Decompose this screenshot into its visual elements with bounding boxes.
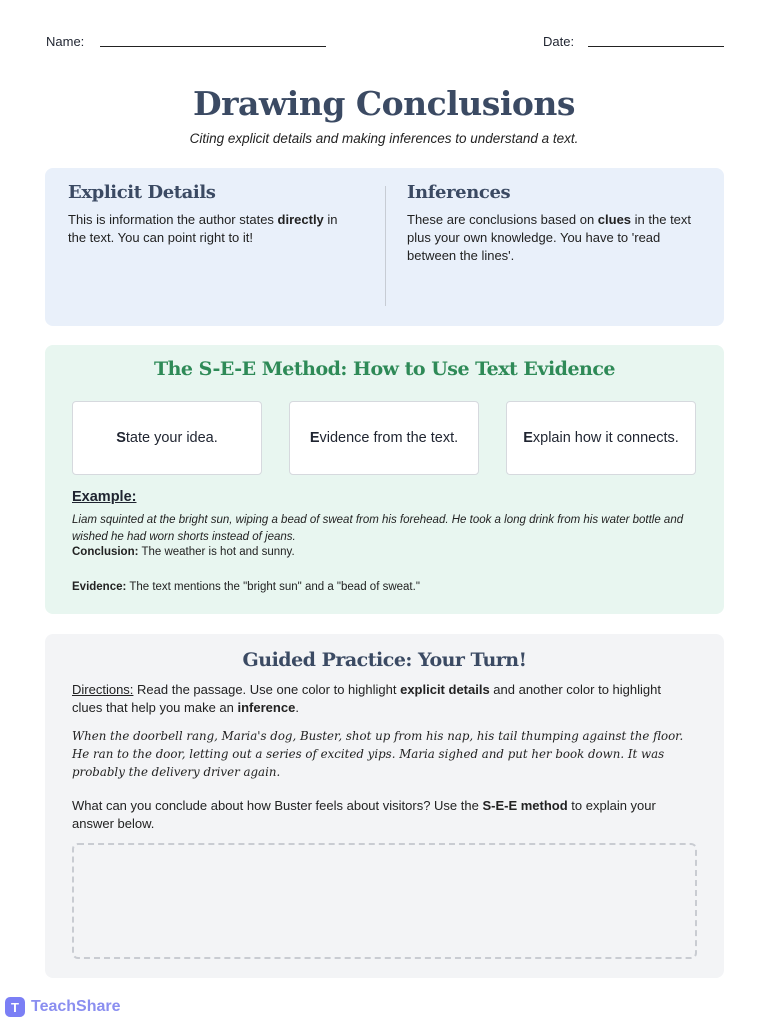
practice-question: What can you conclude about how Buster feels about visitors? Use the S-E-E method to explain your answer below.	[72, 798, 656, 831]
example-passage: Liam squinted at the bright sun, wiping a bead of sweat from his forehead. He took a long drink from his water bottle and wished he had worn shorts instead of jeans.	[72, 514, 684, 543]
see-method-title: The S-E-E Method: How to Use Text Evidence	[153, 358, 616, 380]
guided-practice-card	[45, 634, 724, 978]
explicit-details-text: This is information the author states directly in the text. You can point right to it!	[68, 212, 338, 245]
step-explain-box: E xplain how it connects.	[506, 401, 696, 475]
directions-text: Directions: Read the passage. Use one color to highlight explicit details and another color to highlight clues that help you make an inference.	[72, 682, 661, 715]
explicit-details-title: Explicit Details	[68, 182, 216, 203]
teachshare-logo	[5, 997, 121, 1017]
header-row	[46, 32, 724, 50]
explicit-details-column	[68, 182, 358, 247]
example-conclusion: Conclusion: The weather is hot and sunny.	[72, 546, 295, 558]
practice-passage: When the doorbell rang, Maria's dog, Buster, shot up from his nap, his tail thumping against the floor. He ran to the door, letting out a series of excited yips. Maria sighed and put her book down. It was probably the delivery driver again.	[72, 729, 684, 779]
page-title: Drawing Conclusions	[193, 84, 575, 123]
column-divider	[385, 186, 386, 306]
step-evidence-box: E vidence from the text.	[289, 401, 479, 475]
teachshare-brand-name: TeachShare	[31, 998, 121, 1015]
guided-practice-title: Guided Practice: Your Turn!	[242, 649, 527, 671]
example-evidence: Evidence: The text mentions the "bright sun" and a "bead of sweat."	[72, 581, 420, 593]
inferences-text: These are conclusions based on clues in the text plus your own knowledge. You have to 'read between the lines'.	[407, 212, 692, 263]
example-heading: Example:	[72, 489, 137, 505]
inferences-title: Inferences	[407, 182, 511, 203]
step-state-box: S tate your idea.	[72, 401, 262, 475]
teachshare-logo-icon: T	[5, 997, 25, 1017]
definitions-card	[45, 168, 724, 326]
inferences-column	[407, 182, 697, 265]
see-method-card	[45, 345, 724, 614]
date-field-line[interactable]	[588, 46, 724, 47]
page-subtitle: Citing explicit details and making inferences to understand a text.	[189, 131, 579, 146]
answer-box[interactable]	[72, 843, 697, 959]
name-field-line[interactable]	[100, 46, 326, 47]
name-label: Name:	[46, 34, 85, 49]
date-label: Date:	[543, 34, 575, 49]
